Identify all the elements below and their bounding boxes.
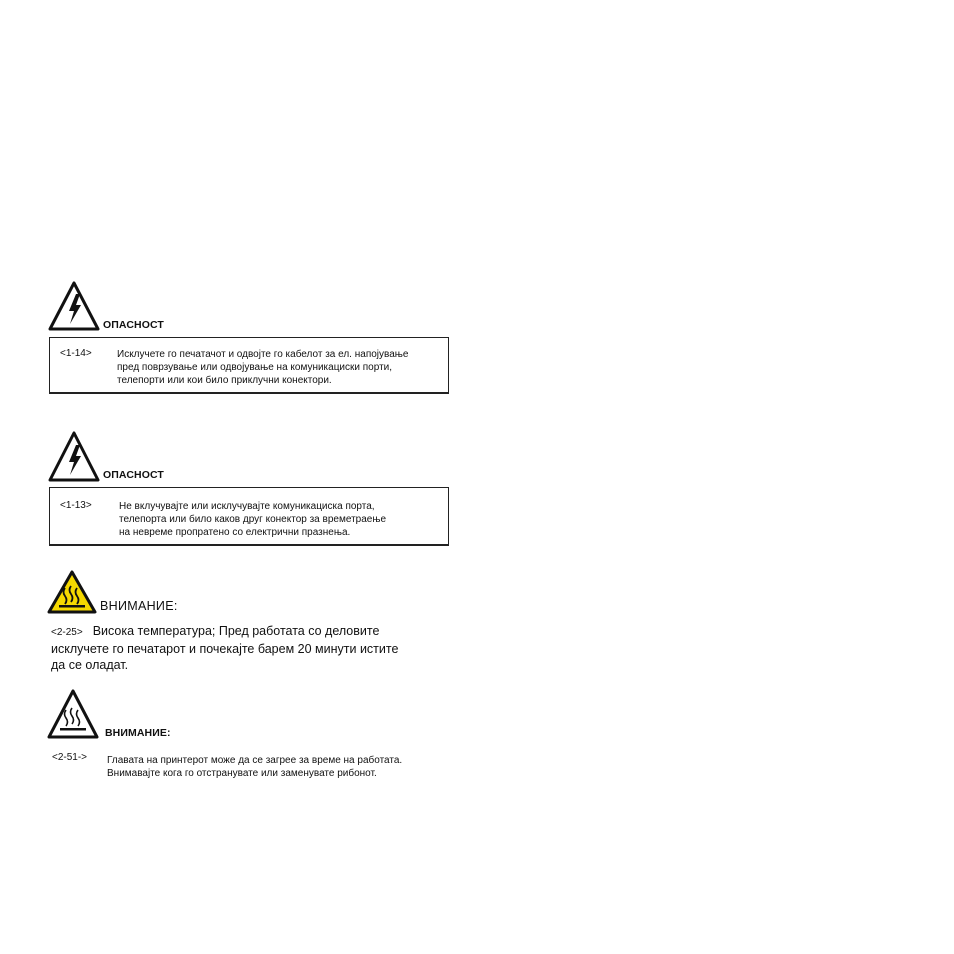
notice-line: на невреме пропратено со електрични празнења.: [119, 527, 351, 538]
notice-line: Главата на принтерот може да се загрее за време на работата.: [107, 755, 403, 766]
notice-text: [119, 500, 386, 539]
notice-code: <2-51->: [52, 752, 88, 763]
notice-line: Не вклучувајте или исклучувајте комуникациска порта,: [119, 501, 375, 512]
notice-text: [51, 623, 398, 673]
notice-code: <2-25>: [51, 627, 83, 638]
caution-heading: ВНИМАНИЕ:: [100, 599, 178, 613]
high-voltage-warning-icon: [48, 281, 100, 331]
notice-line: телепорта или било каков друг конектор за времетраење: [119, 514, 387, 525]
danger-notice-box: [49, 487, 449, 546]
notice-text: [107, 754, 402, 780]
danger-heading: ОПАСНОСТ: [103, 319, 164, 331]
high-voltage-warning-icon: [48, 431, 100, 483]
danger-notice-box: [49, 337, 449, 394]
notice-line: Исклучете го печатачот и одвојте го кабелот за ел. напојување: [117, 349, 409, 360]
notice-code: <1-13>: [60, 500, 92, 511]
caution-heading: ВНИМАНИЕ:: [105, 727, 171, 739]
hot-surface-warning-icon: [47, 570, 97, 614]
notice-line: Внимавајте кога го отстранувате или заменувате рибонот.: [107, 768, 377, 779]
danger-heading: ОПАСНОСТ: [103, 469, 164, 481]
caution-notice: [51, 623, 398, 673]
notice-line-text: Висока температура; Пред работата со деловите: [92, 624, 380, 638]
notice-line: пред поврзување или одвојување на комуникациски порти,: [117, 362, 393, 373]
notice-text: [117, 348, 408, 387]
notice-line: [51, 623, 398, 641]
notice-line: да се оладат.: [51, 658, 129, 672]
notice-code: <1-14>: [60, 348, 92, 359]
notice-line: исклучете го печатарот и почекајте барем 20 минути истите: [51, 642, 399, 656]
hot-surface-caution-icon: [47, 689, 99, 739]
notice-line: телепорти или кои било приклучни конектори.: [117, 375, 332, 386]
